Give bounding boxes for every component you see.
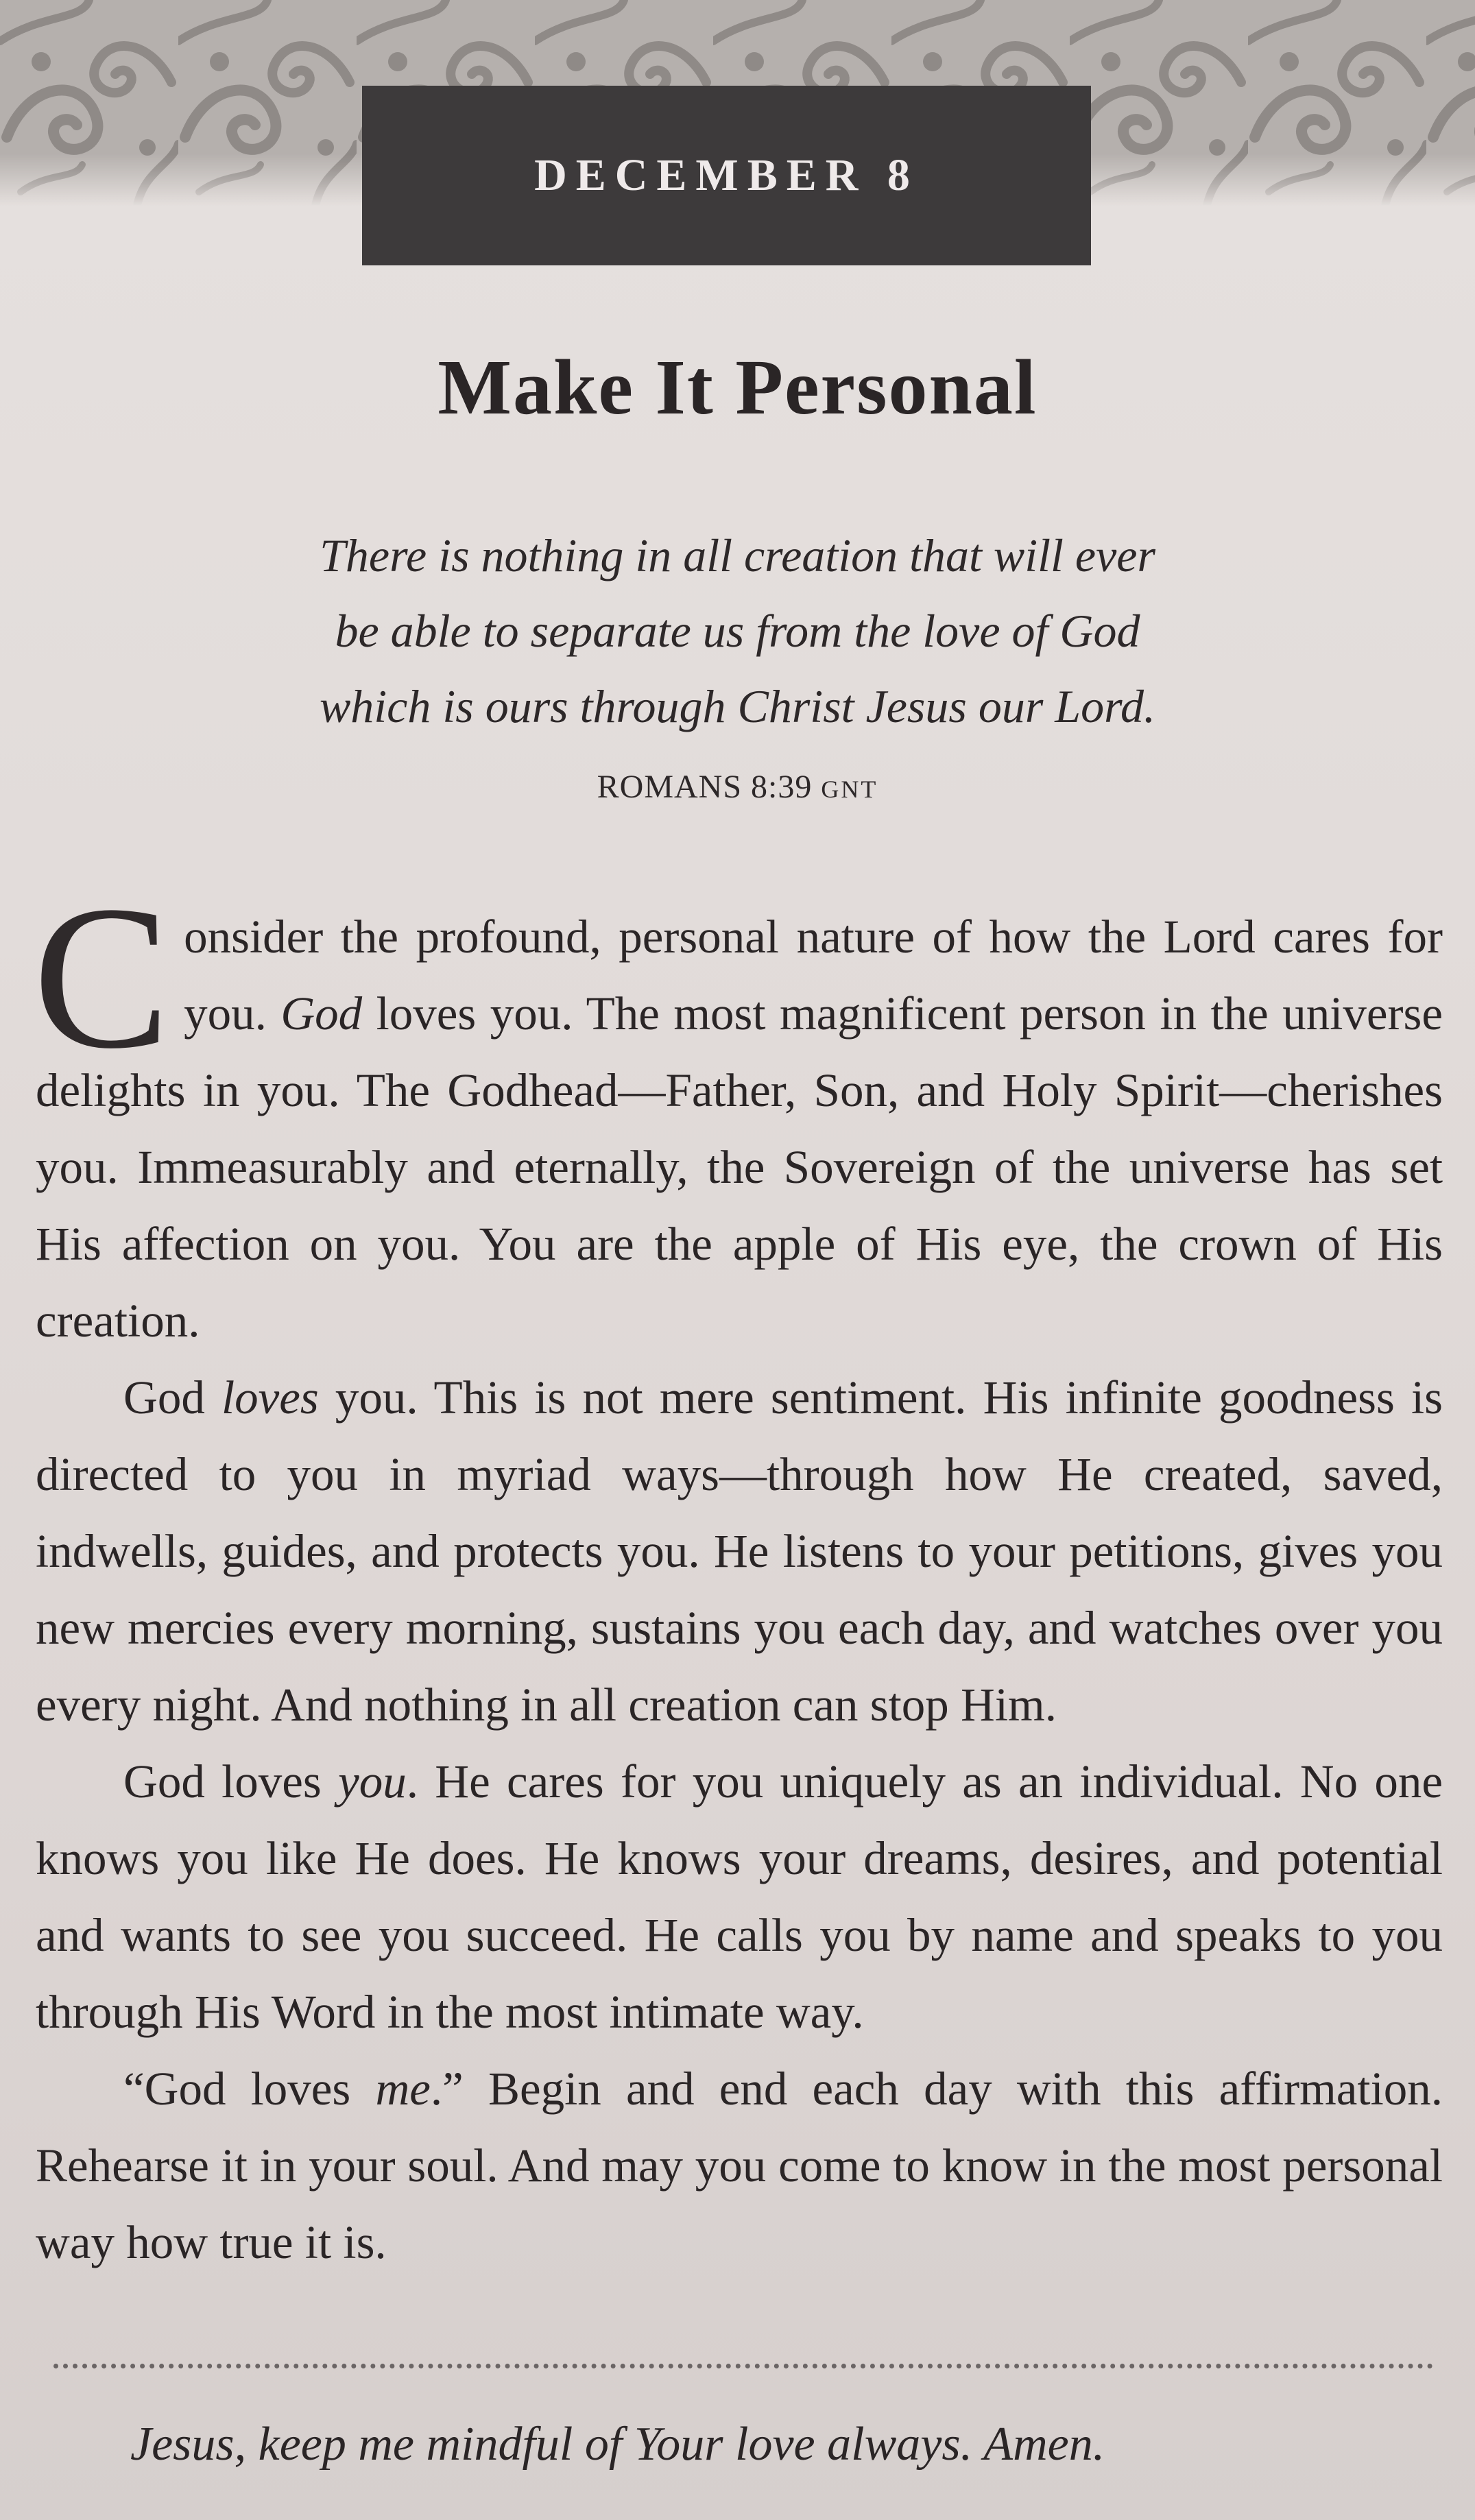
paragraph-text: you. This is not mere sentiment. His infinite goodness is directed to you in myriad ways—through how He created, saved, indwells, guides, and protects you. He listens to your petitions, gives you new mercies every morning, sustains you each day, and watches over you every night. And nothing in all creation can stop Him.	[36, 1371, 1443, 1731]
emphasis-text: loves	[221, 1371, 319, 1424]
dotted-divider	[53, 2364, 1433, 2368]
date-label: DECEMBER 8	[534, 150, 919, 200]
emphasis-text: you	[338, 1755, 407, 1808]
scripture-reference	[0, 768, 1475, 806]
emphasis-text: me	[375, 2063, 431, 2115]
paragraph-text: “God loves	[123, 2063, 376, 2115]
date-banner	[362, 86, 1091, 265]
paragraph-text: . He cares for you uniquely as an individual. No one knows you like He does. He knows your dreams, desires, and potential and wants to see you succeed. He calls you by name and speaks to you through His Word in the most intimate way.	[36, 1755, 1443, 2038]
paragraph-1	[33, 863, 1443, 1359]
paragraph-text: loves you. The most magnificent person in the universe delights in you. The Godhead—Father, Son, and Holy Spirit—cherishes you. Immeasurably and eternally, the Sovereign of the universe has set His affection on you. You are the apple of His eye, the crown of His creation.	[36, 987, 1443, 1347]
paragraph-3	[36, 1743, 1443, 2050]
reference-text: ROMANS 8:39	[597, 769, 813, 805]
scripture-line: which is ours through Christ Jesus our Lord.	[319, 680, 1156, 732]
paragraph-2	[36, 1359, 1443, 1743]
translation-abbrev: GNT	[821, 776, 878, 803]
scripture-line: There is nothing in all creation that will ever	[320, 529, 1155, 581]
devotional-body	[33, 863, 1443, 2281]
scripture-line: be able to separate us from the love of God	[335, 605, 1140, 657]
drop-cap: C	[33, 863, 171, 1091]
paragraph-text: onsider the profound, personal nature of how the Lord cares for you.	[184, 911, 1443, 1040]
closing-prayer: Jesus, keep me mindful of Your love always. Amen.	[130, 2418, 1105, 2471]
scripture-quote	[0, 518, 1475, 744]
paragraph-text: .” Begin and end each day with this affirmation. Rehearse it in your soul. And may you come to know in the most personal way how true it is.	[36, 2063, 1443, 2268]
emphasis-text: God	[280, 987, 363, 1040]
paragraph-4	[36, 2050, 1443, 2281]
page-title: Make It Personal	[437, 344, 1038, 431]
paragraph-text: God loves	[123, 1755, 339, 1808]
paragraph-text: God	[123, 1371, 221, 1424]
